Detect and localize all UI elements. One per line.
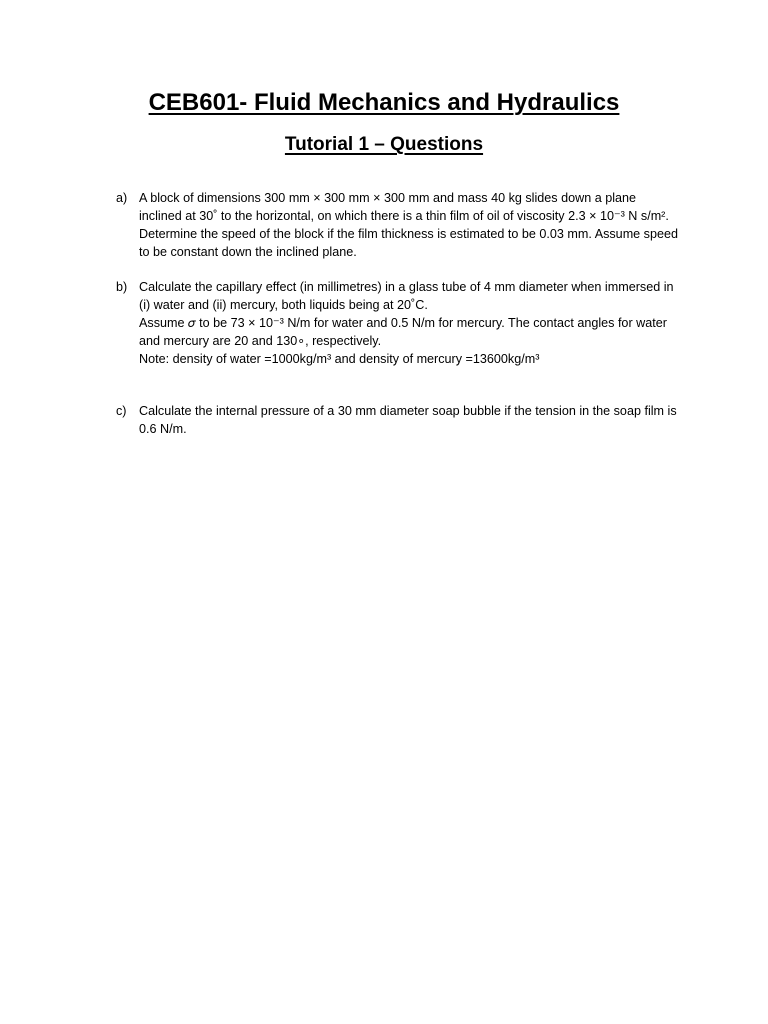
page-subtitle-text: Tutorial 1 – Questions — [284, 134, 484, 155]
question-text: Calculate the capillary effect (in millimetres) in a glass tube of 4 mm diameter when immersed in (i) water and (ii) mercury, both liquids being at 20˚C. — [139, 280, 674, 312]
question-a — [116, 189, 682, 261]
question-marker: a) — [116, 191, 128, 205]
question-body — [139, 402, 682, 438]
question-text: Assume 𝜎 to be 73 × 10⁻³ N/m for water and 0.5 N/m for mercury. The contact angles for water and mercury are 20 and 130∘, respectively. — [139, 316, 667, 348]
question-body — [139, 189, 682, 261]
question-marker: c) — [116, 404, 127, 418]
page-title-text: CEB601- Fluid Mechanics and Hydraulics — [148, 89, 620, 116]
question-c — [116, 402, 682, 438]
question-body — [139, 278, 682, 368]
question-text: Calculate the internal pressure of a 30 mm diameter soap bubble if the tension in the soap film is 0.6 N/m. — [139, 404, 677, 436]
question-text: A block of dimensions 300 mm × 300 mm × 300 mm and mass 40 kg slides down a plane inclined at 30˚ to the horizontal, on which there is a thin film of oil of viscosity 2.3 × 10⁻³ N s/m². Determine the speed of the block if the film thickness is estimated to be 0.03 mm. Assume speed to be constant down the inclined plane. — [139, 191, 678, 259]
question-marker: b) — [116, 280, 128, 294]
question-b — [116, 278, 682, 368]
page-title — [0, 88, 768, 118]
page-subtitle — [0, 132, 768, 158]
question-note: Note: density of water =1000kg/m³ and density of mercury =13600kg/m³ — [139, 352, 540, 366]
